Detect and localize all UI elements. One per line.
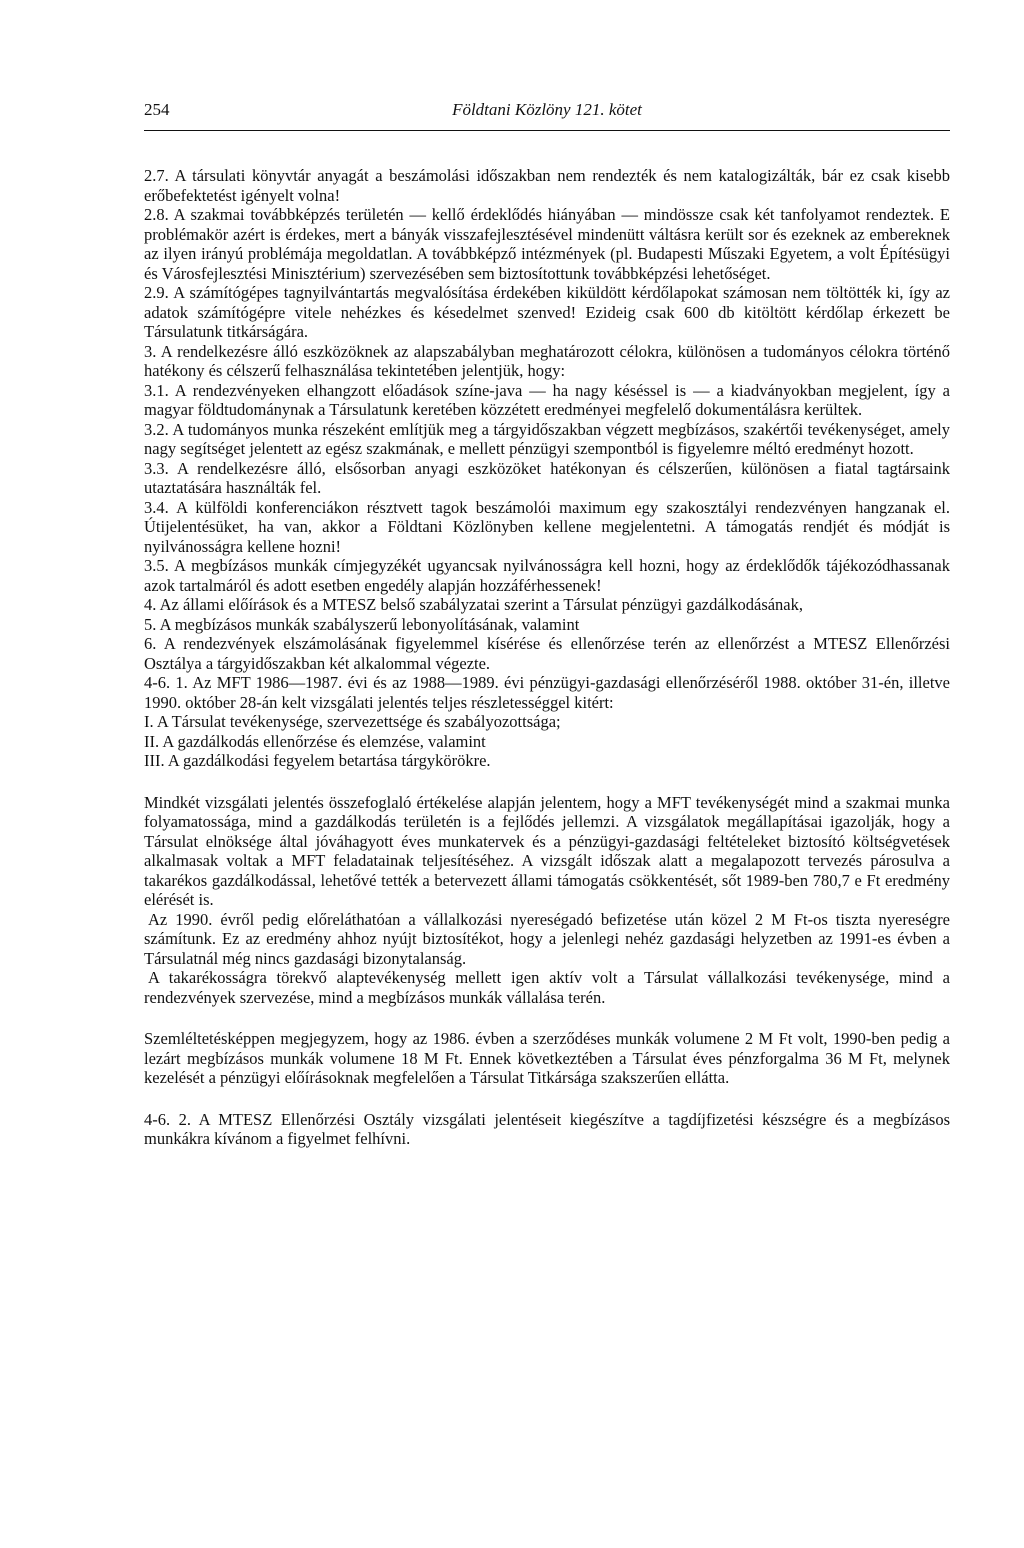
paragraph-savings: A takarékosságra törekvő alaptevékenység mellett igen aktív volt a Társulat vállalkozási tevékenysége, mind a rendezvények szervezése, mind a megbízásos munkák vállalása terén. [144, 968, 950, 1007]
paragraph-2-8: 2.8. A szakmai továbbképzés területén — kellő érdeklődés hiányában — mindössze csak két tanfolyamot rendeztek. E problémakör azért is érdekes, mert a bányák visszafejlesztésével mindenütt váltásra került sor és ezeknek az embereknek az ilyen irányú problémája megoldatlan. A továbbképző intézmények (pl. Budapesti Műszaki Egyetem, a volt Építésügyi és Városfejlesztési Minisztérium) szervezésében sem biztosítottunk továbbképzési lehetőséget. [144, 205, 950, 283]
paragraph-4: 4. Az állami előírások és a MTESZ belső szabályzatai szerint a Társulat pénzügyi gazdálkodásának, [144, 595, 804, 614]
journal-title: Földtani Közlöny 121. kötet [452, 100, 642, 119]
header-rule [144, 130, 950, 131]
paragraph-5: 5. A megbízásos munkák szabályszerű lebonyolításának, valamint [144, 614, 580, 634]
paragraph-3-5: 3.5. A megbízásos munkák címjegyzékét ugyancsak nyilvánosságra kell hozni, hogy az érdeklődők tájékozódhassanak azok tartalmáról és adott esetben engedély alapján hozzáférhessenek! [144, 556, 950, 595]
paragraph-3-4: 3.4. A külföldi konferenciákon résztvett tagok beszámolói maximum egy szakosztályi rendezvényen hangzanak el. Útijelentésüket, ha van, akkor a Földtani Közlönyben kellene megjelentetni. A támogatás rendjét és módját is nyilvánosságra kellene hozni! [144, 497, 950, 556]
paragraph-3: 3. A rendelkezésre álló eszközöknek az alapszabályban meghatározott célokra, különösen a tudományos célokra történő hatékony és célszerű felhasználása tekintetében jelentjük, hogy: [144, 341, 950, 380]
paragraph-3-2: 3.2. A tudományos munka részeként említjük meg a tárgyidőszakban végzett megbízásos, szakértői tevékenységet, amely nagy segítséget jelentett az egész szakmának, e mellett pénzügyi szempontból is figyelemre méltó eredményt hozott. [144, 419, 950, 458]
paragraph-4-6-1: 4-6. 1. Az MFT 1986—1987. évi és az 1988—1989. évi pénzügyi-gazdasági ellenőrzéséről 1988. október 31-én, illetve 1990. október 28-án kelt vizsgálati jelentés teljes részletességgel kitért: [144, 673, 950, 712]
paragraph-1990: Az 1990. évről pedig előreláthatóan a vállalkozási nyereségadó befizetése után közel 2 M Ft-os tiszta nyereségre számítunk. Ez az eredmény ahhoz nyújt biztosítékot, hogy a jelenlegi nehéz gazdasági helyzetben az 1991-es évben a Társulatnál még nincs gazdasági bizonytalanság. [144, 909, 950, 968]
list-item-i: I. A Társulat tevékenysége, szervezettsége és szabályozottsága; [144, 712, 561, 731]
document-body [144, 166, 950, 1149]
paragraph-2-9: 2.9. A számítógépes tagnyilvántartás megvalósítása érdekében kiküldött kérdőlapokat számosan nem töltötték ki, így az adatok számítógépre vitele nehézkes és késedelmet szenved! Ezideig csak 600 db kitöltött kérdőlap érkezett be Társulatunk titkárságára. [144, 283, 950, 341]
page-header [144, 100, 950, 128]
paragraph-3-1: 3.1. A rendezvényeken elhangzott előadások színe-java — ha nagy késéssel is — a kiadványokban megjelent, így a magyar földtudománynak a Társulatunk keretében közzétett eredményei megfelelő dokumentálásra kerültek. [144, 380, 950, 419]
page-number: 254 [144, 100, 170, 119]
paragraph-6: 6. A rendezvények elszámolásának figyelemmel kísérése és ellenőrzése terén az ellenőrzést a MTESZ Ellenőrzési Osztálya a tárgyidőszakban két alkalommal végezte. [144, 634, 950, 673]
list-item-iii: III. A gazdálkodási fegyelem betartása tárgykörökre. [144, 751, 491, 770]
paragraph-2-7: 2.7. A társulati könyvtár anyagát a beszámolási időszakban nem rendezték és nem katalogizálták, bár ez csak kisebb erőbefektetést igényelt volna! [144, 166, 950, 205]
paragraph-4-6-2: 4-6. 2. A MTESZ Ellenőrzési Osztály vizsgálati jelentéseit kiegészítve a tagdíjfizetési készségre és a megbízásos munkákra kívánom a figyelmet felhívni. [144, 1109, 950, 1148]
paragraph-illustration: Szemléltetésképpen megjegyzem, hogy az 1986. évben a szerződéses munkák volumene 2 M Ft volt, 1990-ben pedig a lezárt megbízásos munkák volumene 18 M Ft. Ennek következtében a Társulat éves pénzforgalma 36 M Ft, melynek kezelését a pénzügyi előírásoknak megfelelően a Társulat Titkársága szakszerűen ellátta. [144, 1029, 950, 1087]
paragraph-3-3: 3.3. A rendelkezésre álló, elsősorban anyagi eszközöket hatékonyan és célszerűen, különösen a fiatal tagtársaink utaztatására használták fel. [144, 458, 950, 497]
list-item-ii: II. A gazdálkodás ellenőrzése és elemzése, valamint [144, 731, 486, 751]
paragraph-summary: Mindkét vizsgálati jelentés összefoglaló értékelése alapján jelentem, hogy a MFT tevékenységét mind a szakmai munka folyamatossága, mind a gazdálkodás területén is a fejlődés jellemzi. A vizsgálatok megállapításai igazolják, hogy a Társulat elnöksége által jóváhagyott éves munkatervek és a pénzügyi-gazdasági feltételeket biztosító költségvetések alkalmasak voltak a MFT feladatainak teljesítéséhez. A vizsgált időszak alatt a megalapozott tervezés párosulva a takarékos gazdálkodással, lehetővé tették a betervezett állami támogatás csökkentését, sőt 1989-ben 780,7 e Ft eredmény elérését is. [144, 792, 950, 909]
